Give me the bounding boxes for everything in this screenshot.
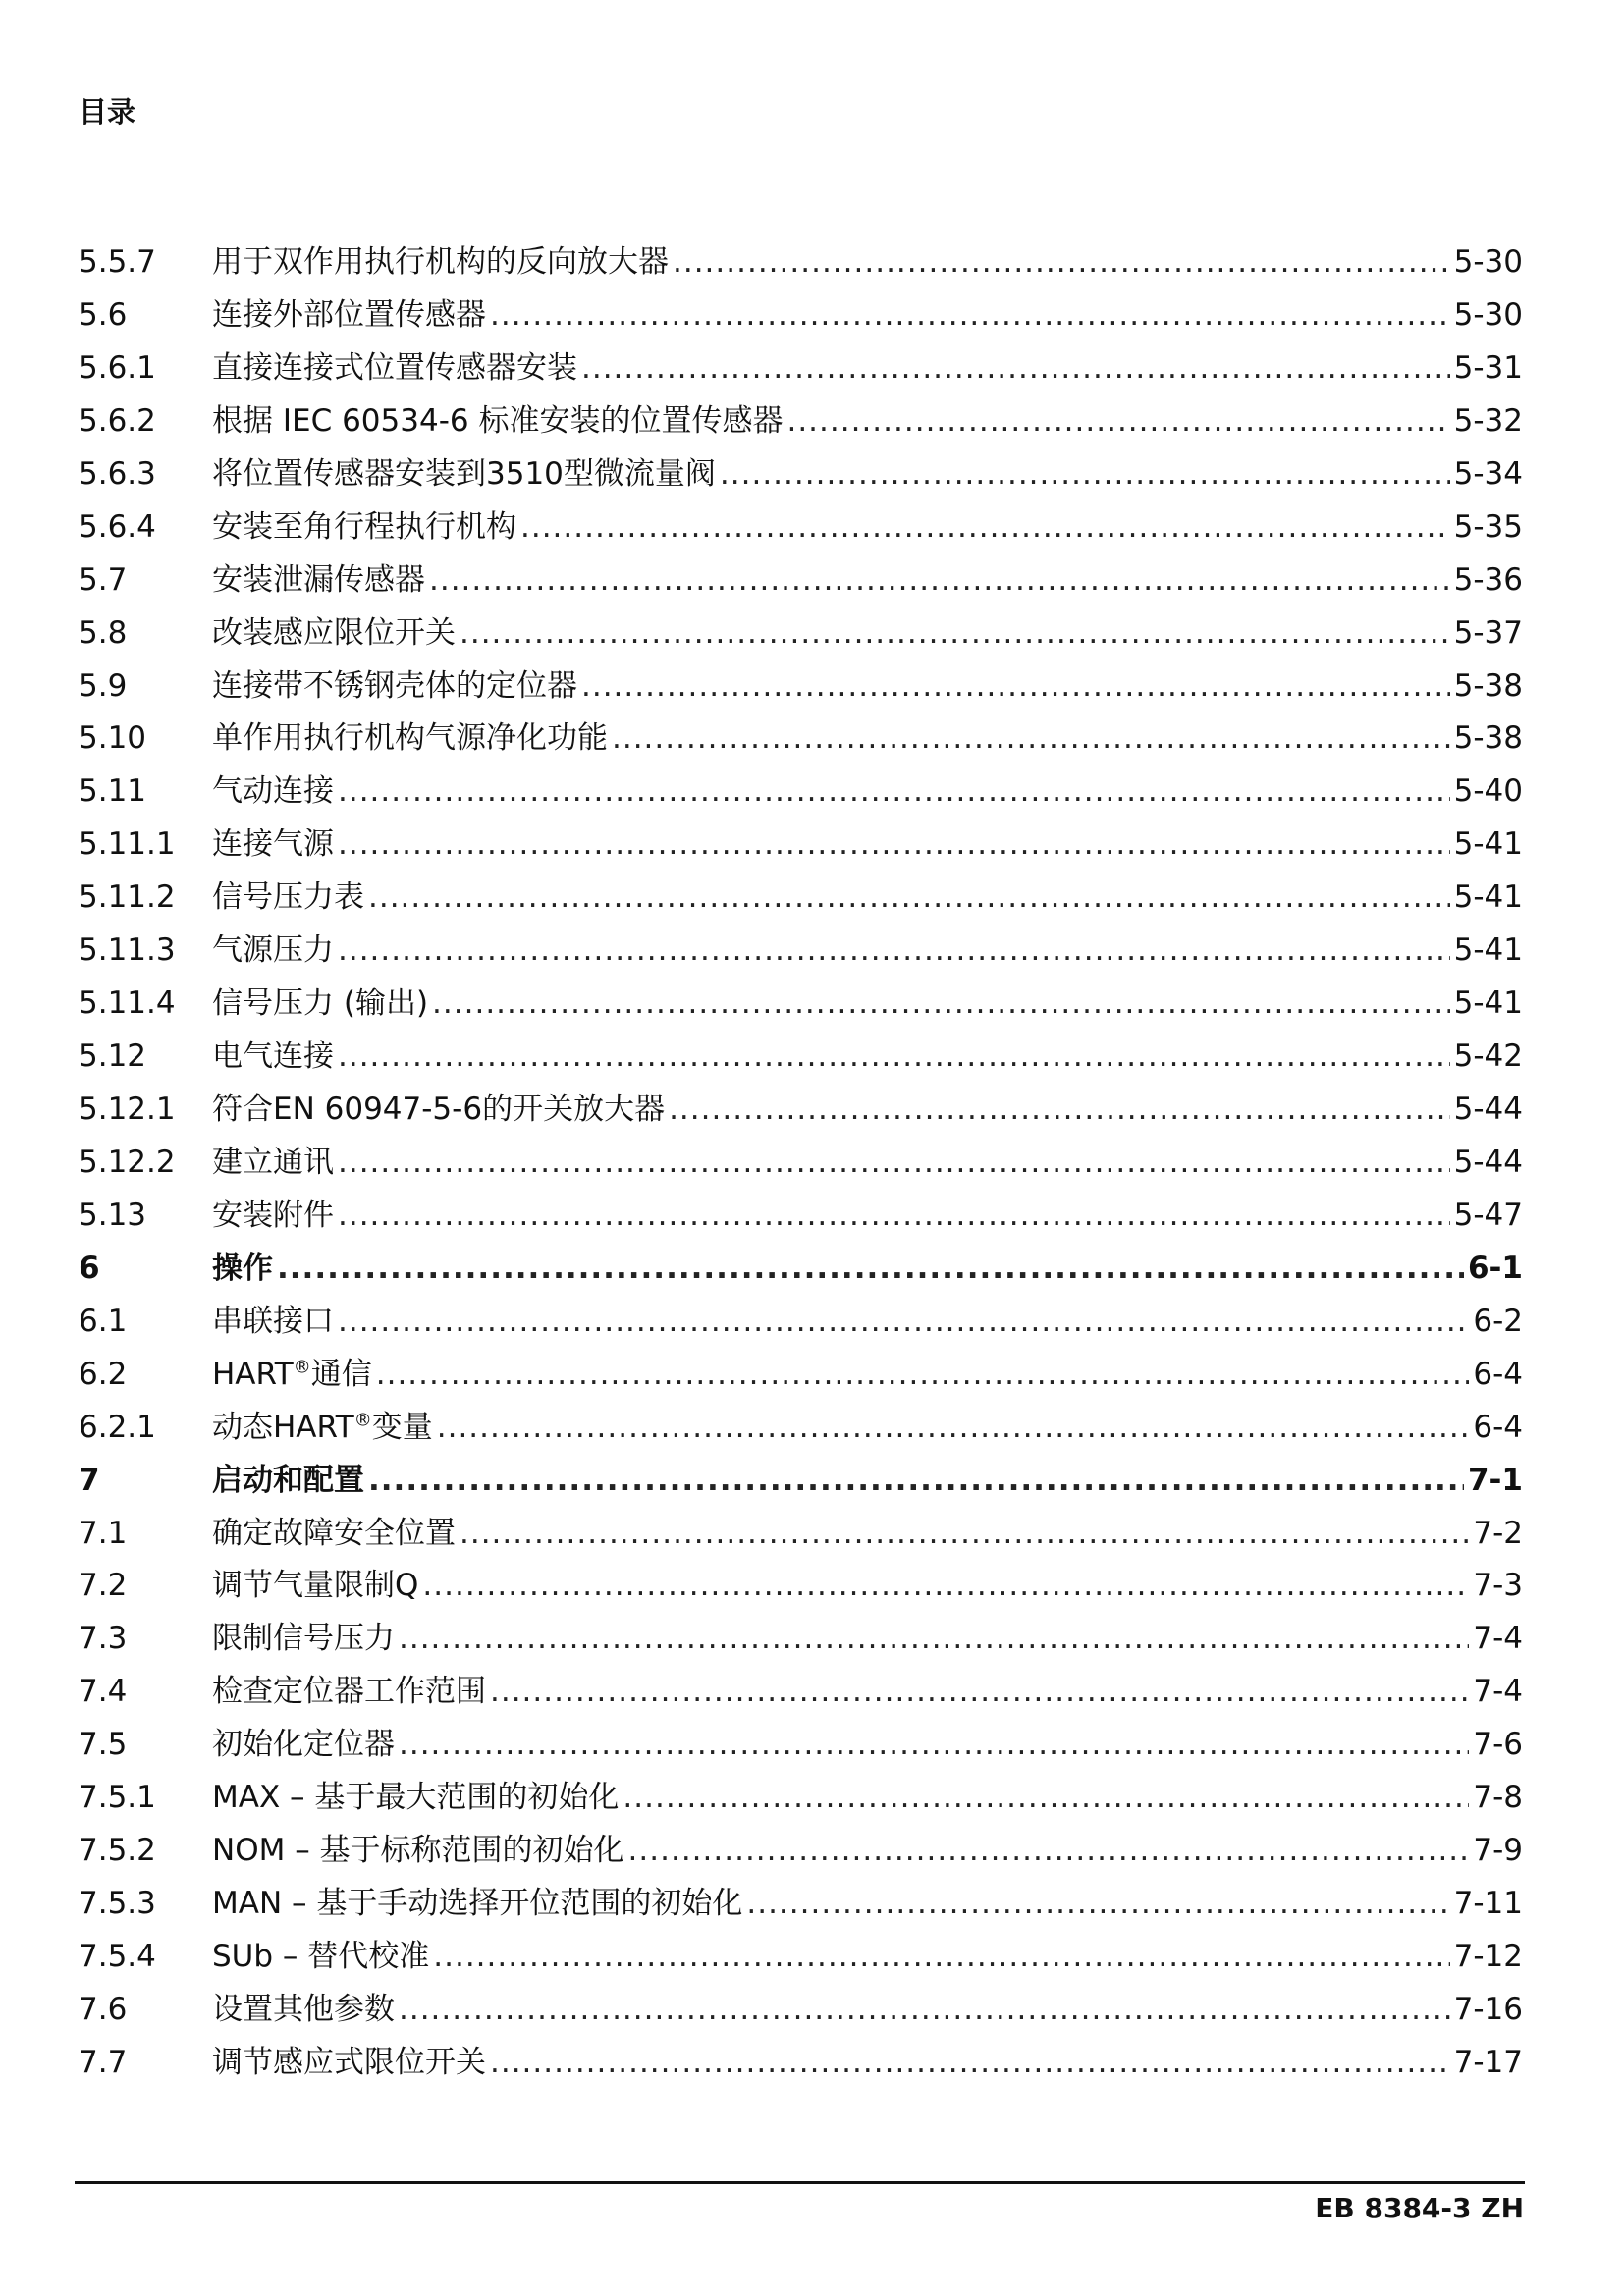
toc-entry-number: 5.10 [79,721,147,757]
toc-entry-number: 7.5.3 [79,1886,156,1922]
dot-leader [429,561,1450,600]
toc-entry-number: 5.6.4 [79,508,156,545]
toc-entry-title [212,772,338,811]
toc-entry-number: 5.12.1 [79,1092,176,1127]
toc-entry-title-text: 连接外部位置传感器 [212,296,486,333]
toc-entry-title-text: 建立通讯 [212,1144,334,1180]
toc-entry-page: 5-31 [1453,349,1523,386]
toc-entry-page: 5-41 [1453,880,1523,916]
toc-entry-number: 6 [79,1250,100,1286]
dot-leader [490,295,1450,335]
toc-entry-number: 5.11.2 [79,880,176,916]
dot-leader [433,1937,1449,1976]
toc-entry-page: 5-38 [1453,667,1523,704]
toc-entry-title [212,1514,460,1553]
toc-entry-number: 7.1 [79,1515,128,1551]
toc-entry[interactable] [79,401,1523,454]
toc-entry-title [212,507,520,547]
dot-leader [338,825,1450,864]
toc-entry-page: 7-11 [1453,1886,1523,1922]
toc-entry-title [212,825,338,864]
toc-entry-title [212,1672,490,1711]
toc-entry-title-text: 连接带不锈钢壳体的定位器 [212,667,577,704]
document-code: EB 8384-3 ZH [1315,2192,1524,2224]
toc-entry-title [212,1990,399,2029]
toc-entry-title-text: 连接气源 [212,827,334,863]
dot-leader [338,1196,1450,1235]
toc-entry-title [212,984,432,1023]
toc-entry[interactable] [79,1143,1523,1196]
toc-entry-title [212,1196,338,1235]
toc-entry-title [212,1037,338,1076]
toc-entry[interactable] [79,614,1523,667]
toc-entry-title [212,719,612,758]
toc-entry-page: 5-34 [1453,455,1523,492]
dot-leader [520,507,1450,547]
toc-entry-title-suffix: 通信 [310,1356,372,1392]
dot-leader [623,1778,1469,1817]
toc-entry-page: 7-12 [1453,1939,1523,1974]
toc-entry[interactable] [79,507,1523,561]
toc-entry-page: 5-32 [1453,402,1523,439]
toc-entry-page: 5-40 [1453,774,1523,810]
toc-entry-title [212,1249,277,1288]
toc-entry[interactable] [79,1514,1523,1567]
toc-entry-page: 5-30 [1453,296,1523,333]
toc-entry-page: 5-44 [1453,1144,1523,1180]
toc-entry-number: 7.2 [79,1568,128,1604]
toc-entry-number: 6.1 [79,1303,128,1339]
dot-leader [669,1090,1450,1129]
toc-entry-page: 5-38 [1453,721,1523,757]
dot-leader [368,878,1450,917]
dot-leader [673,242,1450,282]
dot-leader [376,1355,1470,1394]
toc-entry[interactable] [79,454,1523,507]
toc-entry-page: 7-17 [1453,2044,1523,2080]
toc-entry-number: 7.5 [79,1727,128,1763]
toc-entry-title-text: 安装至角行程执行机构 [212,508,516,545]
toc-entry-page: 5-37 [1453,614,1523,651]
dot-leader [490,1672,1469,1711]
toc-entry-page: 5-47 [1453,1197,1523,1233]
toc-entry-page: 5-41 [1453,827,1523,863]
toc-entry-page: 6-4 [1473,1356,1523,1392]
toc-entry[interactable] [79,667,1523,720]
toc-entry-number: 5.13 [79,1197,147,1233]
toc-entry[interactable] [79,772,1523,825]
dot-leader [338,1302,1469,1341]
toc-entry-page: 7-9 [1473,1833,1523,1869]
toc-entry-number: 5.11 [79,774,147,810]
toc-entry[interactable] [79,348,1523,401]
toc-entry-title-text: 信号压力 (输出) [212,986,429,1022]
toc-entry[interactable] [79,561,1523,614]
toc-entry-page: 5-41 [1453,933,1523,969]
dot-leader [338,1143,1450,1182]
toc-entry-number: 6.2 [79,1356,128,1392]
toc-entry-title-text: 安装泄漏传感器 [212,561,425,598]
toc-entry-title-text: 气源压力 [212,933,334,969]
toc-entry-number: 5.9 [79,667,128,704]
toc-entry-title [212,878,368,917]
toc-entry-number: 5.6 [79,296,128,333]
toc-entry-title [212,1619,399,1658]
toc-chapter-entry[interactable] [79,1461,1523,1514]
toc-entry-title-text: MAN – 基于手动选择开位范围的初始化 [212,1886,743,1922]
toc-entry-number: 7.5.1 [79,1780,156,1816]
toc-entry[interactable] [79,1778,1523,1831]
toc-entry[interactable] [79,242,1523,295]
toc-entry-title-text: 根据 IEC 60534-6 标准安装的位置传感器 [212,402,784,439]
toc-entry-title [212,242,673,282]
toc-entry-title-text: NOM – 基于标称范围的初始化 [212,1833,624,1869]
toc-entry-page: 5-36 [1453,561,1523,598]
toc-entry-page: 7-1 [1467,1462,1523,1498]
toc-entry[interactable] [79,1672,1523,1725]
toc-entry-title-text: SUb – 替代校准 [212,1939,430,1974]
toc-entry-title-text: HART [212,1356,294,1392]
toc-entry-title [212,1090,669,1129]
page-title: 目录 [79,95,136,129]
toc-entry[interactable] [79,1619,1523,1672]
toc-entry-title [212,614,460,653]
toc-entry-title-text: 限制信号压力 [212,1621,395,1657]
toc-entry-title [212,454,720,494]
toc-entry[interactable] [79,984,1523,1037]
toc-entry-title-text: 用于双作用执行机构的反向放大器 [212,244,669,280]
toc-entry-title [212,1461,368,1500]
toc-entry-number: 5.6.3 [79,455,156,492]
toc-entry-page: 7-4 [1473,1674,1523,1710]
toc-entry-title-text: 气动连接 [212,774,334,810]
toc-entry-title [212,348,581,388]
dot-leader [277,1249,1464,1288]
toc-entry[interactable] [79,2043,1523,2096]
toc-entry-page: 5-41 [1453,986,1523,1022]
toc-entry-title-text: 串联接口 [212,1303,334,1339]
toc-entry[interactable] [79,1566,1523,1619]
toc-entry-title-text: 设置其他参数 [212,1991,395,2027]
toc-entry-number: 7.7 [79,2044,128,2080]
toc-entry-number: 7.5.4 [79,1939,156,1974]
toc-entry[interactable] [79,295,1523,348]
toc-entry-title-text: 改装感应限位开关 [212,614,456,651]
toc-entry-title-text: 调节气量限制Q [212,1568,419,1604]
dot-leader [399,1990,1450,2029]
toc-entry[interactable] [79,1196,1523,1249]
toc-entry[interactable] [79,878,1523,931]
toc-entry[interactable] [79,1408,1523,1461]
toc-entry-title [212,401,786,441]
toc-entry-title [212,1302,338,1341]
toc-entry-number: 5.6.1 [79,349,156,386]
dot-leader [338,1037,1450,1076]
dot-leader [490,2043,1450,2082]
toc-entry-title [212,1408,437,1447]
toc-entry[interactable] [79,1090,1523,1143]
dot-leader [786,401,1449,441]
toc-entry-page: 6-2 [1473,1303,1523,1339]
toc-entry[interactable] [79,1831,1523,1884]
toc-entry-title-text: 检查定位器工作范围 [212,1674,486,1710]
toc-entry[interactable] [79,1302,1523,1355]
toc-entry-number: 5.12 [79,1039,147,1075]
dot-leader [581,667,1450,706]
toc-entry-title [212,667,581,706]
dot-leader [368,1461,1464,1500]
toc-entry-number: 6.2.1 [79,1409,156,1445]
toc-entry[interactable] [79,931,1523,984]
toc-entry-title-text: 符合EN 60947-5-6的开关放大器 [212,1092,666,1127]
toc-entry-title [212,931,338,970]
dot-leader [422,1566,1469,1605]
dot-leader [746,1884,1449,1923]
toc-entry[interactable] [79,719,1523,772]
toc-entry-title-text: MAX – 基于最大范围的初始化 [212,1780,620,1816]
toc-entry-number: 7.3 [79,1621,128,1657]
toc-entry-title [212,1831,628,1870]
toc-entry[interactable] [79,1037,1523,1090]
toc-entry-title-text: 将位置传感器安装到3510型微流量阀 [212,455,716,492]
toc-entry-title-text: 安装附件 [212,1197,334,1233]
dot-leader [399,1725,1469,1764]
toc-entry-number: 7.6 [79,1991,128,2027]
toc-entry-title [212,561,429,600]
toc-entry[interactable] [79,1990,1523,2043]
toc-entry-title [212,1725,399,1764]
toc-entry-page: 5-42 [1453,1039,1523,1075]
toc-entry-page: 7-16 [1453,1991,1523,2027]
toc-entry-number: 5.7 [79,561,128,598]
toc-entry-title-text: 信号压力表 [212,880,364,916]
dot-leader [612,719,1450,758]
toc-entry-page: 6-1 [1467,1250,1523,1286]
toc-entry-title-text: 操作 [212,1250,273,1286]
toc-entry-title-text: 确定故障安全位置 [212,1515,456,1551]
registered-mark: ® [353,1410,372,1431]
toc-entry-number: 7.4 [79,1674,128,1710]
toc-entry[interactable] [79,1355,1523,1408]
dot-leader [460,1514,1469,1553]
footer-divider [75,2181,1525,2184]
toc-entry-title [212,1884,746,1923]
toc-entry[interactable] [79,1725,1523,1778]
toc-entry-page: 7-6 [1473,1727,1523,1763]
toc-entry-title-text: 电气连接 [212,1039,334,1075]
toc-entry-title [212,1143,338,1182]
toc-entry[interactable] [79,1884,1523,1937]
toc-entry-page: 5-44 [1453,1092,1523,1127]
dot-leader [437,1408,1470,1447]
toc-entry-title-text: 启动和配置 [212,1462,364,1498]
toc-entry-number: 7.5.2 [79,1833,156,1869]
toc-entry-page: 7-4 [1473,1621,1523,1657]
toc-entry-title-suffix: 变量 [371,1409,433,1445]
toc-entry-number: 5.11.1 [79,827,176,863]
toc-entry-title [212,1778,623,1817]
toc-entry-page: 5-35 [1453,508,1523,545]
toc-entry-page: 6-4 [1473,1409,1523,1445]
toc-entry-title [212,295,490,335]
toc-entry-page: 7-2 [1473,1515,1523,1551]
dot-leader [581,348,1450,388]
toc-entry[interactable] [79,825,1523,878]
toc-entry-page: 5-30 [1453,244,1523,280]
table-of-contents [79,242,1523,2096]
dot-leader [460,614,1450,653]
toc-entry-title-text: 调节感应式限位开关 [212,2044,486,2080]
toc-entry-number: 5.6.2 [79,402,156,439]
dot-leader [628,1831,1470,1870]
dot-leader [338,772,1450,811]
toc-chapter-entry[interactable] [79,1249,1523,1302]
toc-entry[interactable] [79,1937,1523,1990]
toc-entry-title-text: 初始化定位器 [212,1727,395,1763]
toc-entry-number: 5.8 [79,614,128,651]
toc-entry-title [212,1937,433,1976]
toc-entry-title [212,1566,422,1605]
dot-leader [399,1619,1469,1658]
toc-entry-number: 5.5.7 [79,244,156,280]
toc-entry-number: 5.11.3 [79,933,176,969]
toc-entry-title-text: 直接连接式位置传感器安装 [212,349,577,386]
dot-leader [720,454,1450,494]
toc-entry-number: 5.12.2 [79,1144,176,1180]
toc-entry-number: 5.11.4 [79,986,176,1022]
toc-entry-title-text: 动态HART [212,1409,354,1445]
toc-entry-number: 7 [79,1462,100,1498]
toc-entry-title [212,2043,490,2082]
registered-mark: ® [293,1357,311,1378]
toc-entry-title [212,1355,376,1394]
toc-entry-page: 7-8 [1473,1780,1523,1816]
toc-entry-page: 7-3 [1473,1568,1523,1604]
toc-entry-title-text: 单作用执行机构气源净化功能 [212,721,608,757]
dot-leader [432,984,1450,1023]
dot-leader [338,931,1450,970]
